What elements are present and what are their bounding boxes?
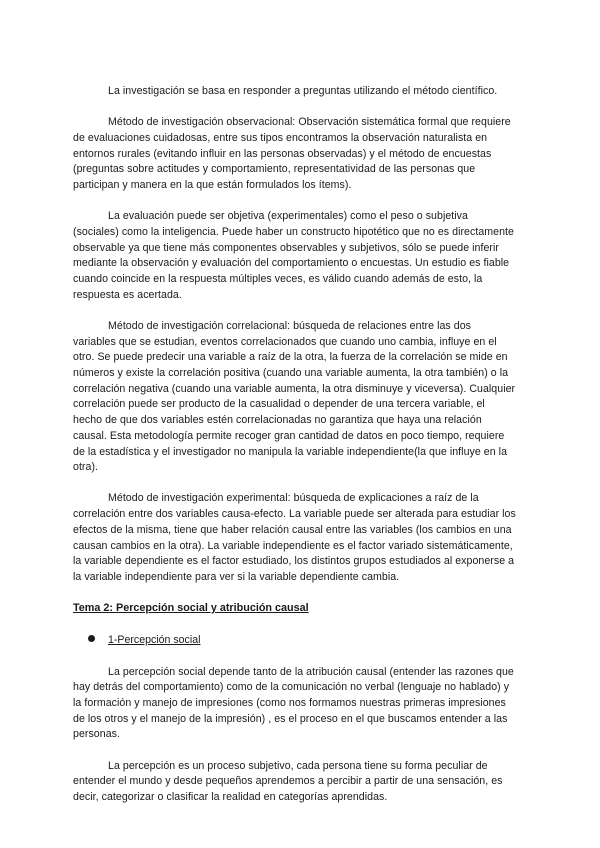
bullet-dot-icon: [88, 635, 95, 642]
paragraph-correlacional: Método de investigación correlacional: búsqueda de relaciones entre las dos variables que se estudian, eventos correlacionados que cuando uno cambia, influye en el otro. Se puede predecir una variable a raíz de la otra, la fuerza de la correlación se mide en números y existe la correlación positiva (cuando una variable aumenta, la otra también) o la correlación negativa (cuando una variable aumenta, la otra disminuye y viceversa). Cualquier correlación puede ser producto de la casualidad o depender de una tercera variable, el hecho de que dos variables estén correlacionadas no garantiza que haya una relación causal. Esta metodología permite recoger gran cantidad de datos en poco tiempo, requiere de la estadística y el investigador no manipula la variable independiente(la que influye en la otra).: [73, 319, 516, 474]
paragraph-percepcion-subjetiva: La percepción es un proceso subjetivo, cada persona tiene su forma peculiar de entender el mundo y desde pequeños aprendemos a percibir a partir de una sensación, es decir, categorizar o clasificar la realidad en categorías aprendidas.: [73, 759, 503, 804]
paragraph-percepcion-social: La percepción social depende tanto de la atribución causal (entender las razones que hay detrás del comportamiento) como de la comunicación no verbal (lenguaje no hablado) y la formación y manejo de impresiones (como nos formamos nuestras primeras impresiones de los otros y el manejo de la impresión) , es el proceso en el que buscamos entender a las personas.: [73, 665, 514, 741]
paragraph-intro: La investigación se basa en responder a preguntas utilizando el método científico.: [108, 85, 498, 97]
paragraph-observacional: Método de investigación observacional: Observación sistemática formal que requiere de evaluaciones cuidadosas, entre sus tipos encontramos la observación naturalista en entornos rurales (evitando influir en las personas observadas) y el método de encuestas (preguntas sobre actitudes y comportamiento, representatividad de las personas que participan y manera en la que están formulados los ítems).: [73, 116, 511, 192]
section-heading: Tema 2: Percepción social y atribución causal: [73, 602, 309, 615]
bullet-label: 1-Percepción social: [108, 633, 201, 646]
paragraph-experimental: Método de investigación experimental: búsqueda de explicaciones a raíz de la correlación entre dos variables causa-efecto. La variable puede ser alterada para estudiar los efectos de la misma, tiene que haber relación causal entre las variables (los cambios en una causan cambios en la otra). La variable independiente es el factor variado sistemáticamente, la variable dependiente es el factor estudiado, los distintos grupos estudiados al exponerse a la variable independiente para ver si la variable dependiente cambia.: [73, 492, 516, 583]
paragraph-evaluacion: La evaluación puede ser objetiva (experimentales) como el peso o subjetiva (sociales) como la inteligencia. Puede haber un constructo hipotético que no es directamente observable ya que tiene más componentes observables y subjetivos, sólo se puede inferir mediante la observación y evaluación del comportamiento o encuestas. Un estudio es fiable cuando coincide en la respuesta múltiples veces, es válido cuando además de esto, la respuesta es acertada.: [73, 210, 514, 301]
bullet-item: [88, 633, 516, 649]
